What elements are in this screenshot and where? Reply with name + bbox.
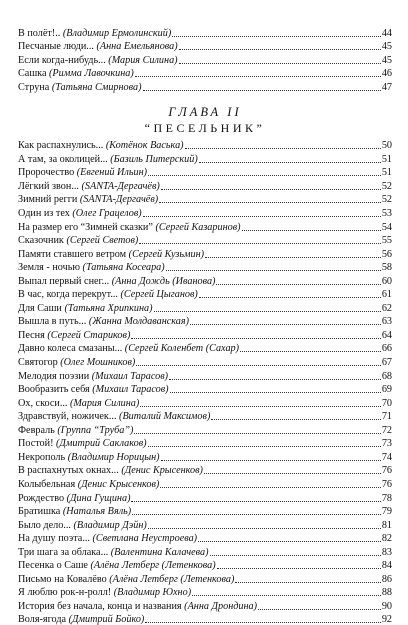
page-number: 62 xyxy=(381,302,392,314)
toc-entry-text xyxy=(18,587,191,598)
entry-author: (Сергей Казаринов) xyxy=(155,221,241,233)
entry-title: А там, за околицей... xyxy=(18,153,111,165)
toc-entry xyxy=(18,192,392,206)
toc-entry xyxy=(18,585,392,599)
page-number: 79 xyxy=(381,506,392,518)
toc-entry-text xyxy=(18,167,147,178)
toc-entry xyxy=(18,273,392,287)
toc-entry xyxy=(18,165,392,179)
dot-leader xyxy=(161,189,381,190)
page-number: 90 xyxy=(381,600,392,612)
entry-author: (SANTA-Дергачёв) xyxy=(81,180,160,192)
toc-entry-text xyxy=(18,289,198,300)
toc-entry xyxy=(18,422,392,436)
entry-author: (Михаил Тарасов) xyxy=(92,384,169,396)
toc-entry xyxy=(18,409,392,423)
toc-entry-text xyxy=(18,601,257,612)
page-number: 88 xyxy=(381,587,392,599)
entry-title: Здравствуй, ножичек... xyxy=(18,411,120,423)
toc-entry xyxy=(18,449,392,463)
entry-title: Февраль xyxy=(18,424,58,436)
dot-leader xyxy=(217,568,381,569)
toc-entry-text xyxy=(18,547,209,558)
entry-title: В час, когда перекрут... xyxy=(18,289,121,301)
toc-entry-text xyxy=(18,154,198,165)
entry-title: В полёт!.. xyxy=(18,27,63,39)
page-number: 76 xyxy=(381,465,392,477)
entry-title: Пророчество xyxy=(18,167,77,179)
dot-leader xyxy=(198,541,381,542)
toc-entry-text xyxy=(18,398,139,409)
entry-title: Сказочник xyxy=(18,235,67,247)
dot-leader xyxy=(179,49,381,50)
page-number: 61 xyxy=(381,289,392,301)
dot-leader xyxy=(185,148,381,149)
entry-author: (Денис Крысенков) xyxy=(121,465,203,477)
entry-author: (Олег Мошников) xyxy=(60,357,136,369)
entry-title: Письмо на Ковалёво xyxy=(18,573,110,585)
dot-leader xyxy=(179,63,381,64)
dot-leader xyxy=(131,338,380,339)
entry-author: (Анна Дождь (Иванова) xyxy=(111,275,216,287)
entry-title: Давно колеса смазаны... xyxy=(18,343,125,355)
entry-title: Святогор xyxy=(18,357,61,369)
entry-author: (Владимир Юхно) xyxy=(113,587,192,599)
entry-author: (Дмитрий Саклаков) xyxy=(56,438,147,450)
toc-entry xyxy=(18,314,392,328)
page-number: 44 xyxy=(381,27,392,39)
page-number: 66 xyxy=(381,343,392,355)
toc-entry-text xyxy=(18,533,197,544)
entry-author: (Олег Грацелов) xyxy=(72,208,142,220)
dot-leader xyxy=(159,202,381,203)
toc-entry-text xyxy=(18,614,144,625)
dot-leader xyxy=(172,36,381,37)
dot-leader xyxy=(190,324,381,325)
page-number: 73 xyxy=(381,438,392,450)
dot-leader xyxy=(205,257,381,258)
entry-title: Земля - ночью xyxy=(18,262,83,274)
entry-title: Как распахнулись... xyxy=(18,140,106,152)
entry-author: (Владимир Ермолинский) xyxy=(62,27,172,39)
entry-title: Если когда-нибудь... xyxy=(18,54,109,66)
page-number: 72 xyxy=(381,424,392,436)
toc-entry-text xyxy=(18,493,130,504)
entry-title: Выпал первый снег... xyxy=(18,275,112,287)
page-number: 63 xyxy=(381,316,392,328)
entry-author: (Дина Гущина) xyxy=(66,492,131,504)
toc-entry-text xyxy=(18,68,134,79)
page-number: 78 xyxy=(381,492,392,504)
toc-entry xyxy=(18,598,392,612)
toc-entry-text xyxy=(18,82,142,93)
page-number: 55 xyxy=(381,235,392,247)
toc-entry xyxy=(18,382,392,396)
toc-entry xyxy=(18,571,392,585)
toc-entry xyxy=(18,517,392,531)
entry-author: (Римма Лавочкина) xyxy=(49,68,134,80)
toc-entry xyxy=(18,476,392,490)
page-number: 86 xyxy=(381,573,392,585)
toc-entry-text xyxy=(18,235,138,246)
dot-leader xyxy=(136,365,381,366)
page-number: 52 xyxy=(381,180,392,192)
dot-leader xyxy=(211,419,380,420)
page-number: 52 xyxy=(381,194,392,206)
dot-leader xyxy=(132,514,381,515)
toc-entry-text xyxy=(18,452,160,463)
entry-author: (Татьяна Хрипкина) xyxy=(64,302,153,314)
dot-leader xyxy=(242,230,381,231)
page-number: 51 xyxy=(381,153,392,165)
dot-leader xyxy=(240,351,381,352)
entry-title: Некрополь xyxy=(18,451,68,463)
entry-author: (Наталья Вяль) xyxy=(62,506,132,518)
entry-author: (Мария Силина) xyxy=(70,397,140,409)
entry-author: (Владимир Дэйн) xyxy=(73,519,147,531)
toc-entry xyxy=(18,490,392,504)
entry-author: (Татьяна Косеара) xyxy=(82,262,165,274)
toc-entry xyxy=(18,368,392,382)
toc-entry-text xyxy=(18,465,203,476)
page-number: 45 xyxy=(381,41,392,53)
toc-entry-text xyxy=(18,249,204,260)
toc-entry-text xyxy=(18,520,147,531)
entry-author: (Денис Крысенков) xyxy=(77,478,160,490)
dot-leader xyxy=(145,622,381,623)
page-number: 54 xyxy=(381,221,392,233)
toc-entry xyxy=(18,39,392,53)
page-number: 46 xyxy=(381,68,392,80)
entry-author: (Светлана Неустроева) xyxy=(92,533,198,545)
entry-author: (Мария Силина) xyxy=(108,54,178,66)
page-number: 74 xyxy=(381,451,392,463)
entry-author: (Сергей Коленбет (Сахар) xyxy=(124,343,240,355)
toc-entry-text xyxy=(18,208,142,219)
toc-entry xyxy=(18,79,392,93)
toc-entry-text xyxy=(18,357,135,368)
toc-entry xyxy=(18,260,392,274)
toc-entry xyxy=(18,219,392,233)
entry-author: (Жанна Молдаванская) xyxy=(88,316,190,328)
page-number: 45 xyxy=(381,54,392,66)
entry-title: Было дело... xyxy=(18,519,74,531)
toc-entry-text xyxy=(18,560,216,571)
toc-entry xyxy=(18,558,392,572)
dot-leader xyxy=(169,379,381,380)
dot-leader xyxy=(131,501,380,502)
toc-entry xyxy=(18,612,392,625)
entry-title: Ох, скоси... xyxy=(18,397,71,409)
toc-entry xyxy=(18,327,392,341)
toc-entry xyxy=(18,66,392,80)
entry-author: (Евгений Ильин) xyxy=(76,167,148,179)
dot-leader xyxy=(210,555,381,556)
toc-entry-text xyxy=(18,55,178,66)
entry-author: (Анна Дрондина) xyxy=(184,600,258,612)
toc-entry xyxy=(18,300,392,314)
toc-entry-text xyxy=(18,384,169,395)
entry-title: Для Саши xyxy=(18,302,65,314)
page-number: 50 xyxy=(381,140,392,152)
toc-entry-text xyxy=(18,343,239,354)
entry-title: Вообразить себя xyxy=(18,384,93,396)
entry-author: (Сергей Светов) xyxy=(66,235,139,247)
dot-leader xyxy=(134,433,380,434)
page-number: 84 xyxy=(381,560,392,572)
entry-author: (Алёна Летберг (Летенкова) xyxy=(90,560,216,572)
toc-entry-text xyxy=(18,438,147,449)
entry-title: Струна xyxy=(18,81,52,93)
toc-entry xyxy=(18,52,392,66)
dot-leader xyxy=(140,406,381,407)
page-number: 70 xyxy=(381,397,392,409)
toc-entry xyxy=(18,205,392,219)
entry-title: Я люблю рок-н-ролл! xyxy=(18,587,114,599)
dot-leader xyxy=(204,473,381,474)
entry-title: Лёгкий звон... xyxy=(18,180,82,192)
toc-entry xyxy=(18,178,392,192)
entry-title: Сашка xyxy=(18,68,50,80)
entry-title: На размер его “Зимней сказки” xyxy=(18,221,156,233)
toc-entry xyxy=(18,246,392,260)
entry-author: (Сергей Цыганов) xyxy=(120,289,198,301)
toc-entry-text xyxy=(18,181,160,192)
toc-entry-text xyxy=(18,316,189,327)
entry-author: (Базиль Питерский) xyxy=(110,153,198,165)
entry-title: Один из тех xyxy=(18,208,73,220)
entry-title: Вышла в путь... xyxy=(18,316,89,328)
page-number: 76 xyxy=(381,478,392,490)
dot-leader xyxy=(199,297,381,298)
toc-entry-text xyxy=(18,371,168,382)
page-number: 92 xyxy=(381,614,392,625)
dot-leader xyxy=(143,216,381,217)
entry-author: (Валентина Калачева) xyxy=(110,546,209,558)
toc-entry-text xyxy=(18,140,184,151)
dot-leader xyxy=(166,270,381,271)
dot-leader xyxy=(235,582,380,583)
dot-leader xyxy=(216,284,380,285)
toc-entry xyxy=(18,25,392,39)
toc-entry-text xyxy=(18,411,210,422)
toc-entry xyxy=(18,544,392,558)
dot-leader xyxy=(199,162,381,163)
toc-list-top xyxy=(18,25,392,93)
entry-title: Мелодия поэзии xyxy=(18,370,92,382)
entry-author: (Анна Емельянова) xyxy=(96,41,178,53)
toc-entry-text xyxy=(18,194,158,205)
toc-entry-text xyxy=(18,262,165,273)
page-number: 51 xyxy=(381,167,392,179)
toc-entry xyxy=(18,531,392,545)
dot-leader xyxy=(192,595,381,596)
page-number: 83 xyxy=(381,546,392,558)
chapter-title: “ПЕСЕЛЬНИК” xyxy=(144,120,266,135)
dot-leader xyxy=(139,243,380,244)
page-number: 82 xyxy=(381,533,392,545)
dot-leader xyxy=(160,487,381,488)
entry-title: Братишка xyxy=(18,506,63,518)
page-number: 67 xyxy=(381,357,392,369)
dot-leader xyxy=(148,446,381,447)
entry-title: Рождество xyxy=(18,492,67,504)
page-number: 64 xyxy=(381,329,392,341)
toc-entry-text xyxy=(18,41,178,52)
dot-leader xyxy=(135,76,381,77)
dot-leader xyxy=(154,311,381,312)
entry-title: Постой! xyxy=(18,438,57,450)
entry-title: История без начала, конца и названия xyxy=(18,600,185,612)
dot-leader xyxy=(258,609,381,610)
entry-title: Колыбельная xyxy=(18,478,78,490)
page-number: 68 xyxy=(381,370,392,382)
toc-entry-text xyxy=(18,479,159,490)
chapter-heading: ГЛАВА II xyxy=(168,104,242,119)
toc-entry xyxy=(18,463,392,477)
toc-entry-text xyxy=(18,222,241,233)
toc-entry-text xyxy=(18,425,133,436)
page-number: 47 xyxy=(381,81,392,93)
page-number: 71 xyxy=(381,411,392,423)
toc-entry-text xyxy=(18,506,131,517)
page-number: 53 xyxy=(381,208,392,220)
toc-entry-text xyxy=(18,330,130,341)
page-number: 58 xyxy=(381,262,392,274)
entry-title: Воля-ягода xyxy=(18,614,69,625)
page-number: 56 xyxy=(381,248,392,260)
entry-title: В распахнутых окнах... xyxy=(18,465,122,477)
toc-entry-text xyxy=(18,28,171,39)
toc-entry xyxy=(18,341,392,355)
toc-entry-text xyxy=(18,574,234,585)
toc-entry-text xyxy=(18,276,215,287)
toc-entry-text xyxy=(18,303,153,314)
dot-leader xyxy=(143,90,381,91)
entry-title: Песчаные люди... xyxy=(18,41,97,53)
toc-entry xyxy=(18,287,392,301)
entry-author: (Алёна Летберг (Летенкова) xyxy=(109,573,235,585)
toc-entry xyxy=(18,395,392,409)
entry-author: (Сергей Кузьмин) xyxy=(128,248,205,260)
page-number: 81 xyxy=(381,519,392,531)
toc-entry xyxy=(18,436,392,450)
entry-author: (Сергей Стариков) xyxy=(47,329,131,341)
entry-author: (Группа “Труба”) xyxy=(57,424,134,436)
entry-author: (Котёнок Васька) xyxy=(105,140,184,152)
toc-entry xyxy=(18,354,392,368)
dot-leader xyxy=(148,175,381,176)
entry-author: (Михаил Тарасов) xyxy=(91,370,169,382)
toc-entry xyxy=(18,504,392,518)
entry-title: Памяти ставшего ветром xyxy=(18,248,129,260)
entry-title: На душу поэта... xyxy=(18,533,93,545)
entry-title: Зимний регги xyxy=(18,194,80,206)
entry-author: (Виталий Максимов) xyxy=(119,411,211,423)
entry-author: (Дмитрий Бойко) xyxy=(68,614,145,625)
dot-leader xyxy=(161,460,381,461)
page-number: 69 xyxy=(381,384,392,396)
entry-title: Песенка о Саше xyxy=(18,560,91,572)
entry-author: (Владимир Норицын) xyxy=(67,451,160,463)
toc-entry xyxy=(18,151,392,165)
entry-author: (Татьяна Смирнова) xyxy=(51,81,142,93)
entry-author: (SANTA-Дергачёв) xyxy=(79,194,159,206)
dot-leader xyxy=(170,392,381,393)
page-number: 60 xyxy=(381,275,392,287)
toc-entry xyxy=(18,138,392,152)
toc-entry xyxy=(18,233,392,247)
entry-title: Три шага за облака... xyxy=(18,546,111,558)
dot-leader xyxy=(148,528,381,529)
toc-list-chapter xyxy=(18,138,392,625)
entry-title: Песня xyxy=(18,329,48,341)
